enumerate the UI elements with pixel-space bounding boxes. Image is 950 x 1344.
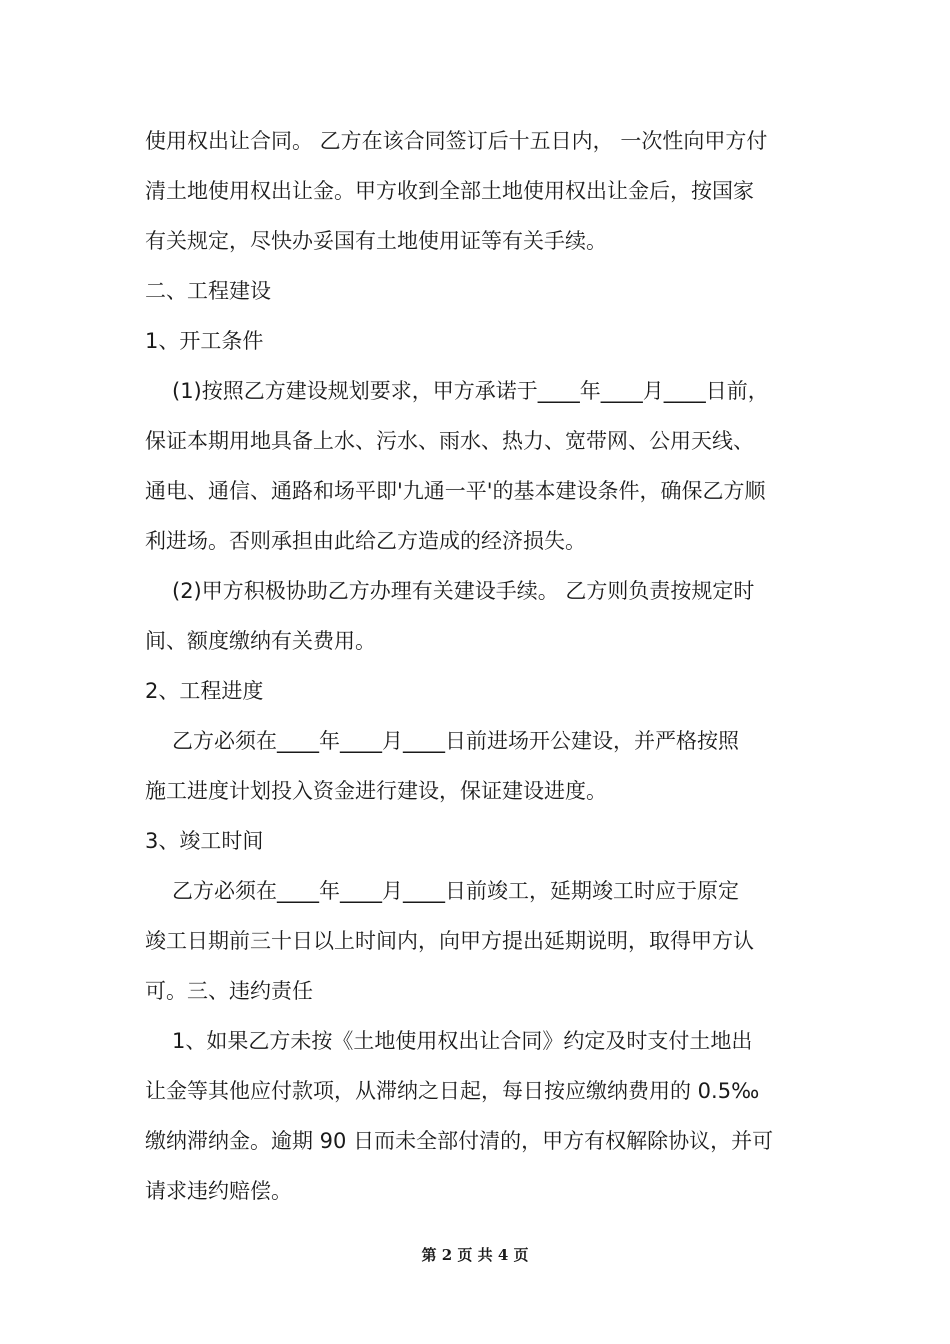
body-line-16: 乙方必须在____年____月____日前竣工，延期竣工时应于原定 xyxy=(172,879,739,903)
page-number-footer: 第 2 页 共 4 页 xyxy=(421,1246,529,1264)
subheading-completion-time: 3、竣工时间 xyxy=(145,829,264,853)
body-line-19: 1、如果乙方未按《土地使用权出让合同》约定及时支付土地出 xyxy=(172,1029,753,1053)
subheading-start-conditions: 1、开工条件 xyxy=(145,329,264,353)
body-line-22: 请求违约赔偿。 xyxy=(145,1179,292,1203)
body-line-1: 使用权出让合同。 乙方在该合同签订后十五日内， 一次性向甲方付 xyxy=(145,129,768,153)
body-line-18: 可。三、违约责任 xyxy=(145,979,313,1003)
body-line-9: 利进场。否则承担由此给乙方造成的经济损失。 xyxy=(145,529,586,553)
body-line-6: (1)按照乙方建设规划要求，甲方承诺于____年____月____日前， xyxy=(172,379,769,403)
body-line-8: 通电、通信、通路和场平即'九通一平'的基本建设条件，确保乙方顺 xyxy=(145,479,766,503)
body-line-11: 间、额度缴纳有关费用。 xyxy=(145,629,376,653)
body-line-13: 乙方必须在____年____月____日前进场开公建设，并严格按照 xyxy=(172,729,739,753)
body-line-17: 竣工日期前三十日以上时间内，向甲方提出延期说明，取得甲方认 xyxy=(145,929,754,953)
body-line-3: 有关规定，尽快办妥国有土地使用证等有关手续。 xyxy=(145,229,607,253)
body-line-10: (2)甲方积极协助乙方办理有关建设手续。 乙方则负责按规定时 xyxy=(172,579,755,603)
body-line-7: 保证本期用地具备上水、污水、雨水、热力、宽带网、公用天线、 xyxy=(145,429,754,453)
body-line-20: 让金等其他应付款项，从滞纳之日起，每日按应缴纳费用的 0.5‰ xyxy=(145,1079,760,1103)
body-line-14: 施工进度计划投入资金进行建设，保证建设进度。 xyxy=(145,779,607,803)
section-heading-engineering: 二、工程建设 xyxy=(145,279,271,303)
subheading-progress: 2、工程进度 xyxy=(145,679,264,703)
body-line-21: 缴纳滞纳金。逾期 90 日而未全部付清的，甲方有权解除协议，并可 xyxy=(145,1129,774,1153)
body-line-2: 清土地使用权出让金。甲方收到全部土地使用权出让金后，按国家 xyxy=(145,179,754,203)
